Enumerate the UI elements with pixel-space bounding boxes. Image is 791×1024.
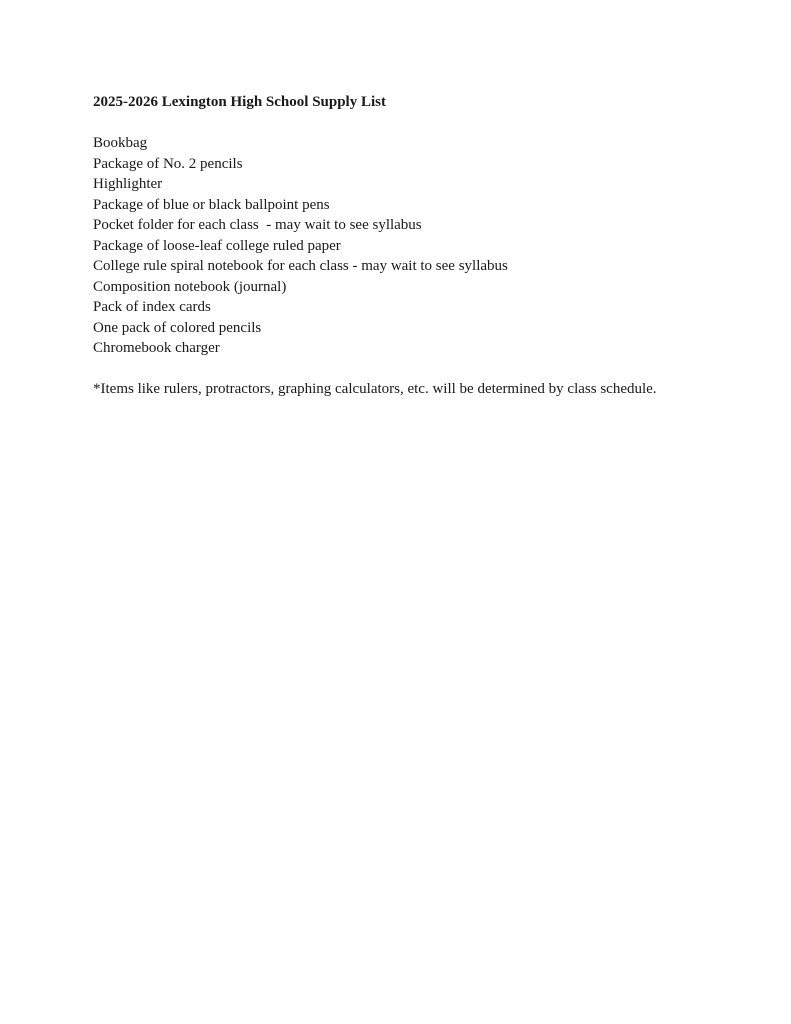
supply-list-item: Pack of index cards	[93, 299, 211, 315]
supply-list-item: Package of blue or black ballpoint pens	[93, 196, 330, 213]
supply-list-item: Bookbag	[93, 135, 148, 151]
supply-list-item: Pocket folder for each class - may wait to see syllabus	[93, 217, 422, 233]
supply-list-item: Highlighter	[93, 176, 163, 192]
supply-list-item: Package of loose-leaf college ruled paper	[93, 237, 341, 254]
supply-list-item: College rule spiral notebook for each class - may wait to see syllabus	[93, 258, 508, 274]
document-title: 2025-2026 Lexington High School Supply List	[93, 94, 386, 110]
supply-list-item: One pack of colored pencils	[93, 319, 262, 336]
supply-list	[93, 133, 753, 359]
footnote: *Items like rulers, protractors, graphing calculators, etc. will be determined by class schedule.	[93, 381, 657, 397]
supply-list-item: Chromebook charger	[93, 340, 220, 356]
supply-list-item: Package of No. 2 pencils	[93, 155, 243, 172]
document-body	[93, 92, 753, 400]
supply-list-item: Composition notebook (journal)	[93, 278, 287, 295]
